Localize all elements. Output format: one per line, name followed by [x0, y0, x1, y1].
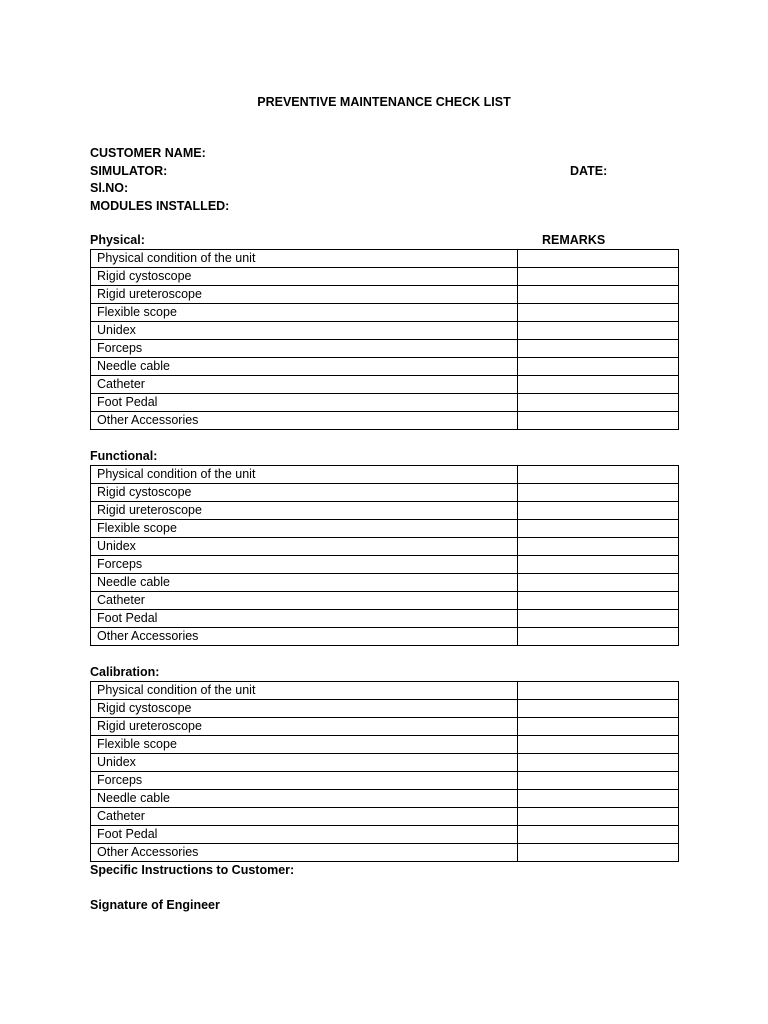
table-row	[91, 718, 679, 736]
checklist-item: Foot Pedal	[91, 610, 518, 628]
checklist-item: Flexible scope	[91, 520, 518, 538]
checklist-item: Rigid cystoscope	[91, 484, 518, 502]
remarks-cell[interactable]	[518, 376, 679, 394]
checklist-item: Rigid cystoscope	[91, 268, 518, 286]
remarks-cell[interactable]	[518, 790, 679, 808]
table-row	[91, 412, 679, 430]
remarks-cell[interactable]	[518, 304, 679, 322]
checklist-item: Rigid ureteroscope	[91, 286, 518, 304]
remarks-cell[interactable]	[518, 502, 679, 520]
remarks-cell[interactable]	[518, 844, 679, 862]
customer-name-label: CUSTOMER NAME:	[90, 146, 206, 160]
table-row	[91, 322, 679, 340]
checklist-item: Unidex	[91, 322, 518, 340]
remarks-cell[interactable]	[518, 466, 679, 484]
checklist-item: Rigid ureteroscope	[91, 502, 518, 520]
checklist-item: Needle cable	[91, 790, 518, 808]
table-row	[91, 250, 679, 268]
checklist-item: Flexible scope	[91, 736, 518, 754]
table-row	[91, 754, 679, 772]
checklist-item: Forceps	[91, 556, 518, 574]
remarks-cell[interactable]	[518, 556, 679, 574]
table-row	[91, 736, 679, 754]
remarks-cell[interactable]	[518, 772, 679, 790]
checklist-item: Foot Pedal	[91, 394, 518, 412]
remarks-cell[interactable]	[518, 826, 679, 844]
checklist-item: Unidex	[91, 538, 518, 556]
table-row	[91, 376, 679, 394]
table-row	[91, 790, 679, 808]
checklist-item: Catheter	[91, 376, 518, 394]
table-row	[91, 808, 679, 826]
checklist-item: Other Accessories	[91, 412, 518, 430]
table-row	[91, 304, 679, 322]
remarks-cell[interactable]	[518, 268, 679, 286]
table-row	[91, 466, 679, 484]
checklist-item: Forceps	[91, 340, 518, 358]
table-row	[91, 394, 679, 412]
table-row	[91, 286, 679, 304]
table-row	[91, 268, 679, 286]
remarks-cell[interactable]	[518, 286, 679, 304]
specific-instructions-label: Specific Instructions to Customer:	[90, 863, 295, 877]
checklist-item: Foot Pedal	[91, 826, 518, 844]
simulator-label: SIMULATOR:	[90, 164, 168, 178]
remarks-header: REMARKS	[542, 233, 606, 247]
remarks-cell[interactable]	[518, 592, 679, 610]
section-label-physical: Physical:	[90, 233, 145, 247]
remarks-cell[interactable]	[518, 520, 679, 538]
checklist-item: Physical condition of the unit	[91, 466, 518, 484]
remarks-cell[interactable]	[518, 718, 679, 736]
remarks-cell[interactable]	[518, 358, 679, 376]
signature-label: Signature of Engineer	[90, 898, 220, 912]
modules-installed-label: MODULES INSTALLED:	[90, 199, 230, 213]
remarks-cell[interactable]	[518, 754, 679, 772]
checklist-item: Unidex	[91, 754, 518, 772]
table-row	[91, 772, 679, 790]
checklist-item: Needle cable	[91, 574, 518, 592]
checklist-item: Rigid cystoscope	[91, 700, 518, 718]
section-label-functional: Functional:	[90, 449, 158, 463]
table-row	[91, 556, 679, 574]
table-row	[91, 484, 679, 502]
checklist-item: Rigid ureteroscope	[91, 718, 518, 736]
remarks-cell[interactable]	[518, 538, 679, 556]
checklist-item: Physical condition of the unit	[91, 682, 518, 700]
checklist-item: Other Accessories	[91, 844, 518, 862]
checklist-item: Other Accessories	[91, 628, 518, 646]
table-row	[91, 844, 679, 862]
sl-no-label: Sl.NO:	[90, 181, 129, 195]
checklist-item: Flexible scope	[91, 304, 518, 322]
remarks-cell[interactable]	[518, 412, 679, 430]
remarks-cell[interactable]	[518, 700, 679, 718]
section-label-calibration: Calibration:	[90, 665, 160, 679]
remarks-cell[interactable]	[518, 250, 679, 268]
table-row	[91, 340, 679, 358]
table-row	[91, 538, 679, 556]
checklist-item: Catheter	[91, 592, 518, 610]
table-row	[91, 682, 679, 700]
table-row	[91, 826, 679, 844]
table-row	[91, 592, 679, 610]
remarks-cell[interactable]	[518, 628, 679, 646]
remarks-cell[interactable]	[518, 322, 679, 340]
remarks-cell[interactable]	[518, 484, 679, 502]
functional-checklist-table	[90, 465, 679, 646]
checklist-item: Catheter	[91, 808, 518, 826]
table-row	[91, 574, 679, 592]
checklist-item: Needle cable	[91, 358, 518, 376]
table-row	[91, 520, 679, 538]
table-row	[91, 700, 679, 718]
physical-checklist-table	[90, 249, 679, 430]
remarks-cell[interactable]	[518, 682, 679, 700]
remarks-cell[interactable]	[518, 808, 679, 826]
checklist-item: Physical condition of the unit	[91, 250, 518, 268]
table-row	[91, 610, 679, 628]
date-label: DATE:	[570, 164, 608, 178]
table-row	[91, 502, 679, 520]
checklist-item: Forceps	[91, 772, 518, 790]
remarks-cell[interactable]	[518, 574, 679, 592]
remarks-cell[interactable]	[518, 610, 679, 628]
remarks-cell[interactable]	[518, 394, 679, 412]
page-title: PREVENTIVE MAINTENANCE CHECK LIST	[257, 95, 511, 109]
table-row	[91, 358, 679, 376]
calibration-checklist-table	[90, 681, 679, 862]
remarks-cell[interactable]	[518, 736, 679, 754]
remarks-cell[interactable]	[518, 340, 679, 358]
table-row	[91, 628, 679, 646]
